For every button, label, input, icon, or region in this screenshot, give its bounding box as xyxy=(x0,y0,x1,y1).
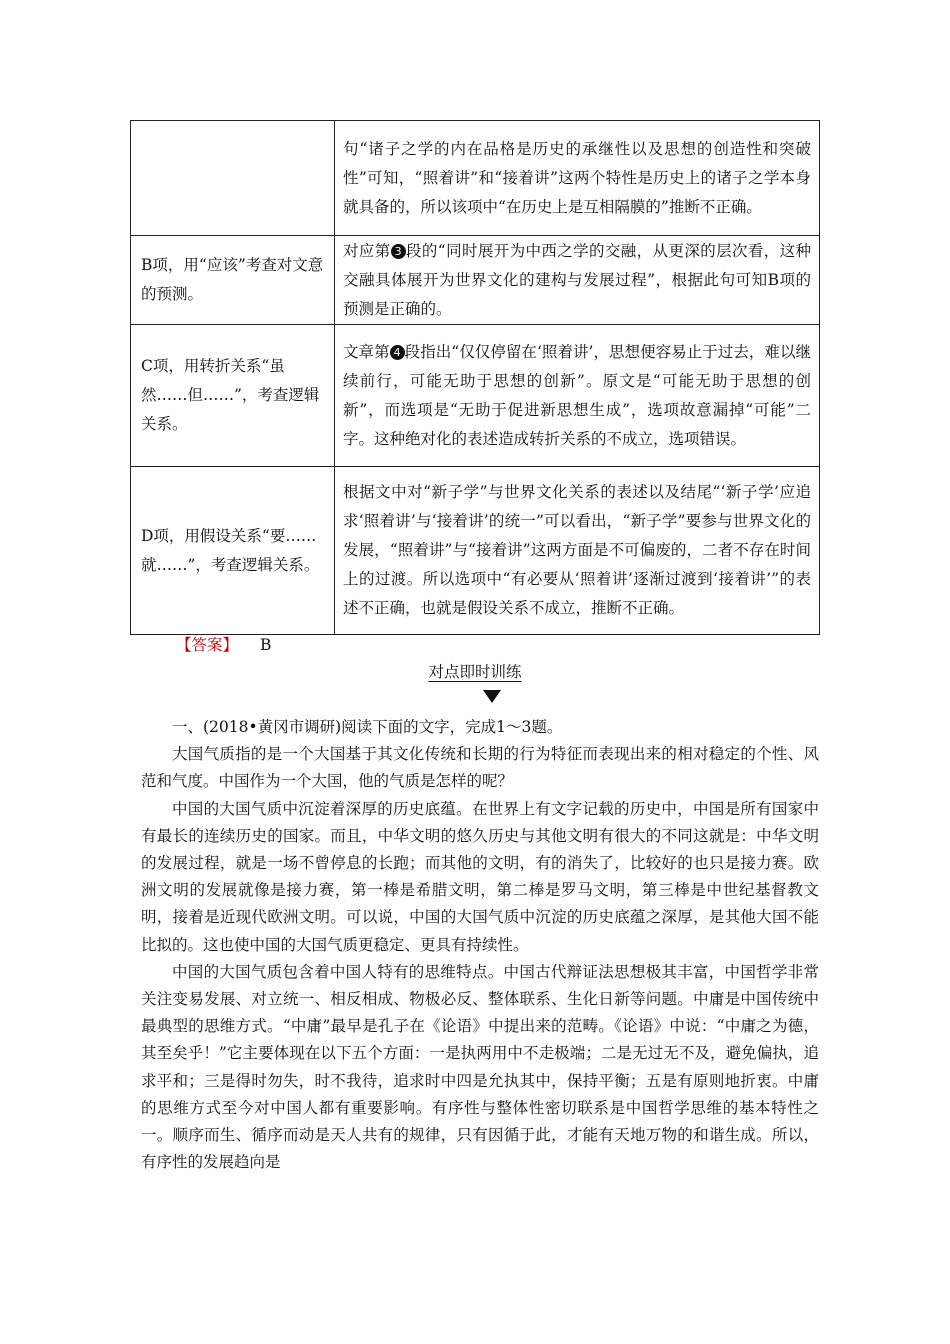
answer-label: 【答案】 xyxy=(176,636,239,654)
paragraph: 中国的大国气质包含着中国人特有的思维特点。中国古代辩证法思想极其丰富，中国哲学非常关注变易发展、对立统一、相反相成、物极必反、整体联系、生化日新等问题。中庸是中国传统中最典型的思维方式。“中庸”最早是孔子在《论语》中提出来的范畴。《论语》中说：“中庸之为德，其至矣乎！”它主要体现在以下五个方面：一是执两用中不走极端；二是无过无不及，避免偏执，追求平和；三是得时勿失，时不我待，追求时中四是允执其中，保持平衡；五是有原则地折衷。中庸的思维方式至今对中国人都有重要影响。有序性与整体性密切联系是中国哲学思维的基本特性之一。顺序而生、循序而动是天人共有的规律，只有因循于此，才能有天地万物的和谐生成。所以，有序性的发展趋向是 xyxy=(141,962,819,1172)
table-row xyxy=(131,236,820,325)
explanation-text: 文章第 xyxy=(343,342,390,361)
table-cell-option: B项，用“应该”考查对文意的预测。 xyxy=(131,236,335,325)
table-cell-explanation xyxy=(335,325,820,467)
table-cell-option xyxy=(131,121,335,236)
answer-line xyxy=(176,633,271,657)
section-title xyxy=(0,660,950,684)
paragraph-number-badge: 3 xyxy=(391,244,406,259)
table-cell-explanation: 句“诸子之学的内在品格是历史的承继性以及思想的创造性和突破性”可知，“照着讲”和“接着讲”这两个特性是历史上的诸子之学本身就具备的，所以该项中“在历史上是互相隔膜的”推断不正确。 xyxy=(335,121,820,236)
paragraph: 中国的大国气质中沉淀着深厚的历史底蕴。在世界上有文字记载的历史中，中国是所有国家中有最长的连续历史的国家。而且，中华文明的悠久历史与其他文明有很大的不同这就是：中华文明的发展过程，就是一场不曾停息的长跑；而其他的文明，有的消失了，比较好的也只是接力赛。欧洲文明的发展就像是接力赛，第一棒是希腊文明，第二棒是罗马文明，第三棒是中世纪基督教文明，接着是近现代欧洲文明。可以说，中国的大国气质中沉淀的历史底蕴之深厚，是其他大国不能比拟的。这也使中国的大国气质更稳定、更具有持续性。 xyxy=(141,799,819,954)
paragraph-number-badge: 4 xyxy=(390,345,405,360)
table-cell-option: D项，用假设关系“要……就……”，考查逻辑关系。 xyxy=(131,467,335,635)
table-row xyxy=(131,467,820,635)
table-cell-explanation: 根据文中对“新子学”与世界文化关系的表述以及结尾“‘新子学’应追求‘照着讲’与‘接着讲’的统一”可以看出，“新子学”要参与世界文化的发展，“照着讲”与“接着讲”这两方面是不可偏废的，二者不存在时间上的过渡。所以选项中“有必要从‘照着讲’逐渐过渡到‘接着讲’”的表述不正确，也就是假设关系不成立，推断不正确。 xyxy=(335,467,820,635)
explanation-text: 段指出“仅仅停留在‘照着讲’，思想便容易止于过去，难以继续前行，可能无助于思想的创新”。原文是“可能无助于思想的创新”，而选项是“无助于促进新思想生成”，选项故意漏掉“可能”二字。这种绝对化的表述造成转折关系的不成立，选项错误。 xyxy=(343,342,811,448)
paragraph: 大国气质指的是一个大国基于其文化传统和长期的行为特征而表现出来的相对稳定的个性、风范和气度。中国作为一个大国，他的气质是怎样的呢？ xyxy=(141,745,819,791)
table-row xyxy=(131,325,820,467)
analysis-table xyxy=(130,120,820,635)
explanation-text: 对应第 xyxy=(343,241,391,260)
table-cell-explanation xyxy=(335,236,820,325)
paragraph: 一、(2018•黄冈市调研)阅读下面的文字，完成1～3题。 xyxy=(172,718,563,736)
table-cell-option: C项，用转折关系“虽然……但……”，考查逻辑关系。 xyxy=(131,325,335,467)
answer-value: B xyxy=(260,636,272,654)
down-triangle-icon xyxy=(483,690,501,703)
explanation-text: 段的“同时展开为中西之学的交融，从更深的层次看，这种交融具体展开为世界文化的建构与发展过程”，根据此句可知B项的预测是正确的。 xyxy=(343,241,811,318)
reading-passage xyxy=(141,714,819,1176)
table-row xyxy=(131,121,820,236)
section-title-text: 对点即时训练 xyxy=(428,663,522,681)
